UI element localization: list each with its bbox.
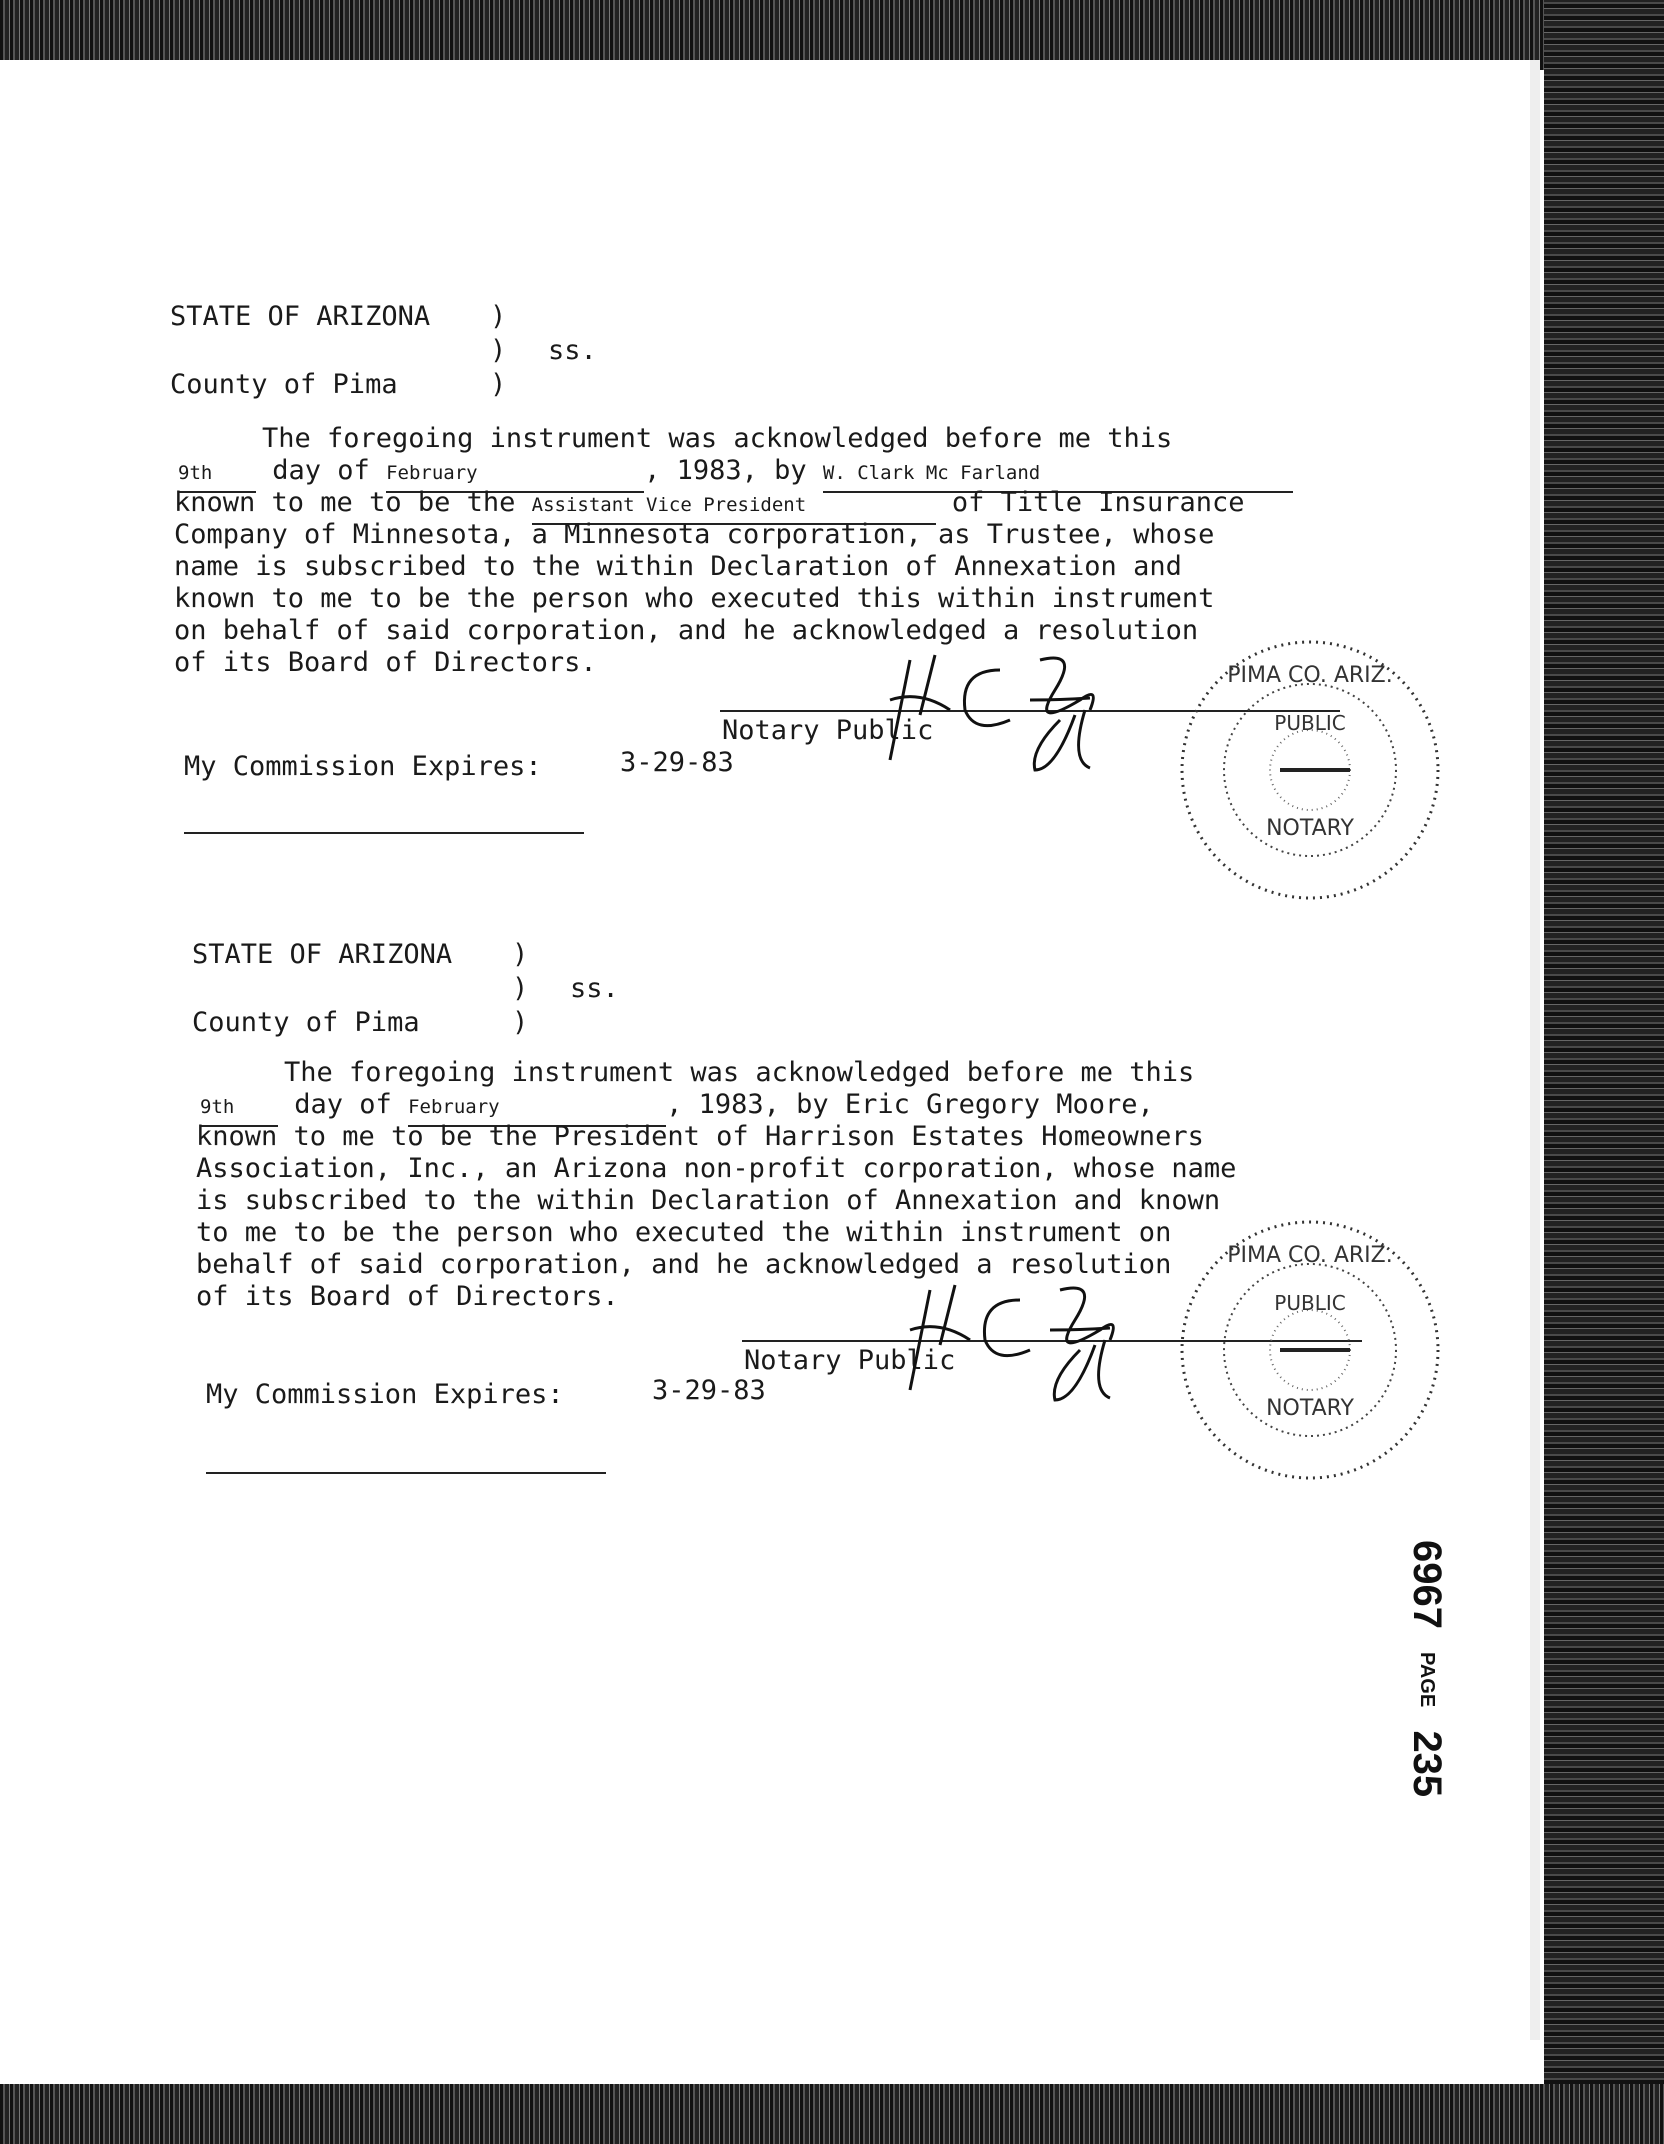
body-line-7: on behalf of said corporation, and he acknowledged a resolution xyxy=(174,615,1199,646)
year-by-label: , 1983, by xyxy=(644,455,807,486)
day-of-label: day of xyxy=(272,455,370,486)
paren: ) xyxy=(490,301,507,332)
commission-expires-date: 3-29-83 xyxy=(652,1375,766,1406)
scan-border-bottom xyxy=(0,2084,1664,2144)
body-line-5: name is subscribed to the within Declaration of Annexation and xyxy=(174,551,1182,582)
title-value: Assistant Vice President xyxy=(532,488,936,525)
month-value: February xyxy=(386,456,644,493)
state-label: STATE OF ARIZONA xyxy=(170,301,431,332)
paren: ) xyxy=(490,369,507,400)
notary-seal-2 xyxy=(1160,1200,1460,1500)
notary-public-label: Notary Public xyxy=(722,715,934,746)
body-line-8: of its Board of Directors. xyxy=(196,1281,619,1312)
paren: ) xyxy=(512,973,529,1004)
state-label: STATE OF ARIZONA xyxy=(192,939,453,970)
seal-mid-text: PUBLIC xyxy=(1274,1291,1346,1315)
scan-border-right xyxy=(1544,0,1664,2144)
commission-expires-label: My Commission Expires: xyxy=(206,1379,564,1410)
known-to-label: known to me to be the xyxy=(174,487,516,518)
body-line-7: behalf of said corporation, and he acknowledged a resolution xyxy=(196,1249,1172,1280)
notary-public-label: Notary Public xyxy=(744,1345,956,1376)
month-value: February xyxy=(408,1090,666,1127)
body-line-5: is subscribed to the within Declaration of Annexation and known xyxy=(196,1185,1221,1216)
day-value: 9th xyxy=(200,1090,278,1127)
page-number: 235 xyxy=(1405,1730,1449,1798)
ss-label: ss. xyxy=(570,973,619,1004)
seal-bottom-text: NOTARY xyxy=(1266,816,1354,841)
book-page-reference xyxy=(1404,1540,1449,1797)
paren: ) xyxy=(490,335,507,366)
year-by-label: , 1983, by Eric Gregory Moore, xyxy=(666,1089,1154,1120)
seal-bottom-text: NOTARY xyxy=(1266,1396,1354,1421)
page-label: PAGE xyxy=(1416,1652,1438,1708)
commission-expires-label: My Commission Expires: xyxy=(184,751,542,782)
notary-signature-2 xyxy=(900,1270,1180,1410)
of-title-label: of Title Insurance xyxy=(951,487,1245,518)
day-of-label: day of xyxy=(294,1089,392,1120)
paren: ) xyxy=(512,939,529,970)
seal-mid-text: PUBLIC xyxy=(1274,711,1346,735)
county-label: County of Pima xyxy=(170,369,398,400)
document-page xyxy=(0,60,1540,2040)
county-label: County of Pima xyxy=(192,1007,420,1038)
body-line-1: The foregoing instrument was acknowledged before me this xyxy=(262,423,1173,454)
notary-seal-1 xyxy=(1160,620,1460,920)
ss-label: ss. xyxy=(548,335,597,366)
body-line-4: Company of Minnesota, a Minnesota corporation, as Trustee, whose xyxy=(174,519,1215,550)
day-value: 9th xyxy=(178,456,256,493)
blank-line xyxy=(206,1472,606,1474)
blank-line xyxy=(184,832,584,834)
book-number: 6967 xyxy=(1405,1540,1449,1629)
body-line-1: The foregoing instrument was acknowledged before me this xyxy=(284,1057,1195,1088)
paren: ) xyxy=(512,1007,529,1038)
seal-top-text: PIMA CO. ARIZ. xyxy=(1227,1243,1393,1268)
body-line-8: of its Board of Directors. xyxy=(174,647,597,678)
seal-top-text: PIMA CO. ARIZ. xyxy=(1227,663,1393,688)
body-line-6: to me to be the person who executed the within instrument on xyxy=(196,1217,1172,1248)
body-line-3: known to me to be the President of Harrison Estates Homeowners xyxy=(196,1121,1204,1152)
body-line-4: Association, Inc., an Arizona non-profit corporation, whose name xyxy=(196,1153,1237,1184)
notary-signature-1 xyxy=(880,640,1160,780)
body-line-6: known to me to be the person who executed this within instrument xyxy=(174,583,1215,614)
person-name: W. Clark Mc Farland xyxy=(823,456,1293,493)
commission-expires-date: 3-29-83 xyxy=(620,747,734,778)
